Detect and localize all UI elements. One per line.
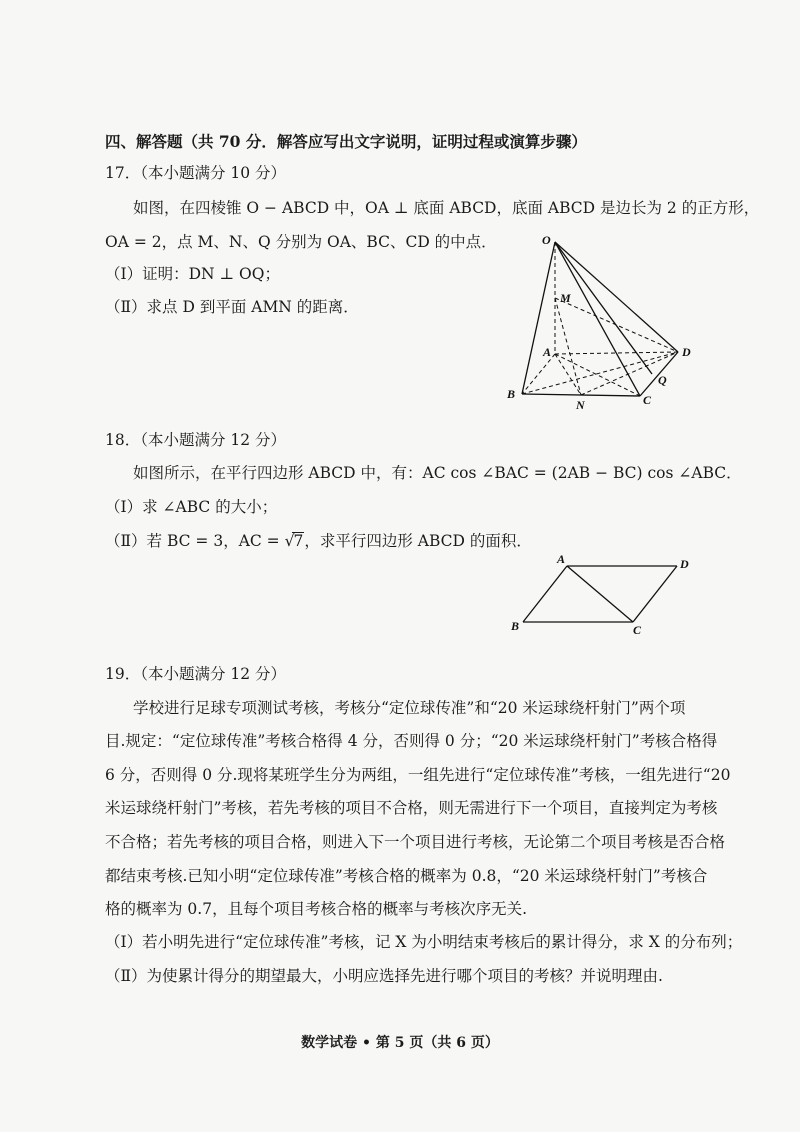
- label-O: O: [542, 233, 551, 247]
- label-B: B: [507, 387, 516, 401]
- q19-header: 19．（本小题满分 12 分）: [105, 665, 287, 683]
- q19-part1: （Ⅰ）若小明先进行“定位球传准”考核，记 X 为小明结束考核后的累计得分，求 X 的分布列；: [105, 933, 743, 951]
- q18-part2-end: ，求平行四边形 ABCD 的面积．: [304, 532, 532, 550]
- page-footer: 数学试卷 • 第 5 页（共 6 页）: [301, 1035, 499, 1051]
- q17-part2: （Ⅱ）求点 D 到平面 AMN 的距离．: [105, 298, 359, 316]
- edge-OD: [555, 242, 678, 352]
- q18-stem-line1: 如图所示，在平行四边形 ABCD 中，有：AC cos ∠BAC = (2AB − BC) cos ∠ABC．: [133, 464, 742, 482]
- edge-DC: [633, 566, 677, 622]
- q17-stem-line2: OA = 2，点 M、N、Q 分别为 OA、BC、CD 的中点．: [105, 233, 497, 251]
- q19-stem-line3: 6 分，否则得 0 分.现将某班学生分为两组，一组先进行“定位球传准”考核，一组先进行“20: [105, 766, 731, 784]
- edge-MN-hidden: [555, 298, 581, 395]
- q19-stem-line4: 米运球绕杆射门”考核，若先考核的项目不合格，则无需进行下一个项目，直接判定为考核: [105, 799, 718, 817]
- q18-part2-start: （Ⅱ）若 BC = 3，AC = √: [105, 532, 295, 550]
- q18-part1: （Ⅰ）求 ∠ABC 的大小；: [105, 498, 278, 516]
- label-C: C: [633, 623, 642, 637]
- diagonal-AC: [567, 566, 633, 622]
- label-Q: Q: [658, 373, 667, 387]
- edge-OC: [555, 242, 640, 396]
- edge-BA: [523, 566, 567, 622]
- label-A: A: [557, 552, 566, 566]
- q19-stem-line6: 都结束考核.已知小明“定位球传准”考核合格的概率为 0.8，“20 米运球绕杆射门”考核合: [105, 867, 708, 885]
- q19-stem-line5: 不合格；若先考核的项目合格，则进入下一个项目进行考核，无论第二个项目考核是否合格: [105, 833, 726, 851]
- q17-stem-line1: 如图，在四棱锥 O − ABCD 中，OA ⊥ 底面 ABCD，底面 ABCD 是边长为 2 的正方形，: [133, 199, 760, 217]
- label-A: A: [543, 345, 552, 359]
- q19-stem-line2: 目.规定：“定位球传准”考核合格得 4 分，否则得 0 分；“20 米运球绕杆射门”考核合格得: [105, 732, 718, 750]
- q18-header: 18．（本小题满分 12 分）: [105, 431, 287, 449]
- label-D: D: [680, 557, 689, 571]
- edge-OB: [522, 242, 555, 394]
- q18-radicand: 7: [293, 532, 304, 550]
- label-M: M: [560, 291, 571, 305]
- label-N: N: [576, 398, 585, 412]
- q18-parallelogram-figure: [505, 550, 705, 640]
- q17-pyramid-figure: [500, 232, 700, 412]
- section-title: 四、解答题（共 70 分．解答应写出文字说明，证明过程或演算步骤）: [105, 132, 587, 151]
- q18-part2: [105, 531, 532, 551]
- q19-part2: （Ⅱ）为使累计得分的期望最大，小明应选择先进行哪个项目的考核？并说明理由.: [105, 967, 663, 985]
- q17-header: 17．（本小题满分 10 分）: [105, 164, 287, 182]
- label-D: D: [682, 345, 691, 359]
- q17-part1: （Ⅰ）证明：DN ⊥ OQ；: [105, 265, 280, 283]
- label-C: C: [643, 393, 652, 407]
- q19-stem-line7: 格的概率为 0.7，且每个项目考核合格的概率与考核次序无关.: [105, 900, 528, 918]
- q19-stem-line1: 学校进行足球专项测试考核，考核分“定位球传准”和“20 米运球绕杆射门”两个项: [133, 699, 686, 717]
- label-B: B: [511, 619, 520, 633]
